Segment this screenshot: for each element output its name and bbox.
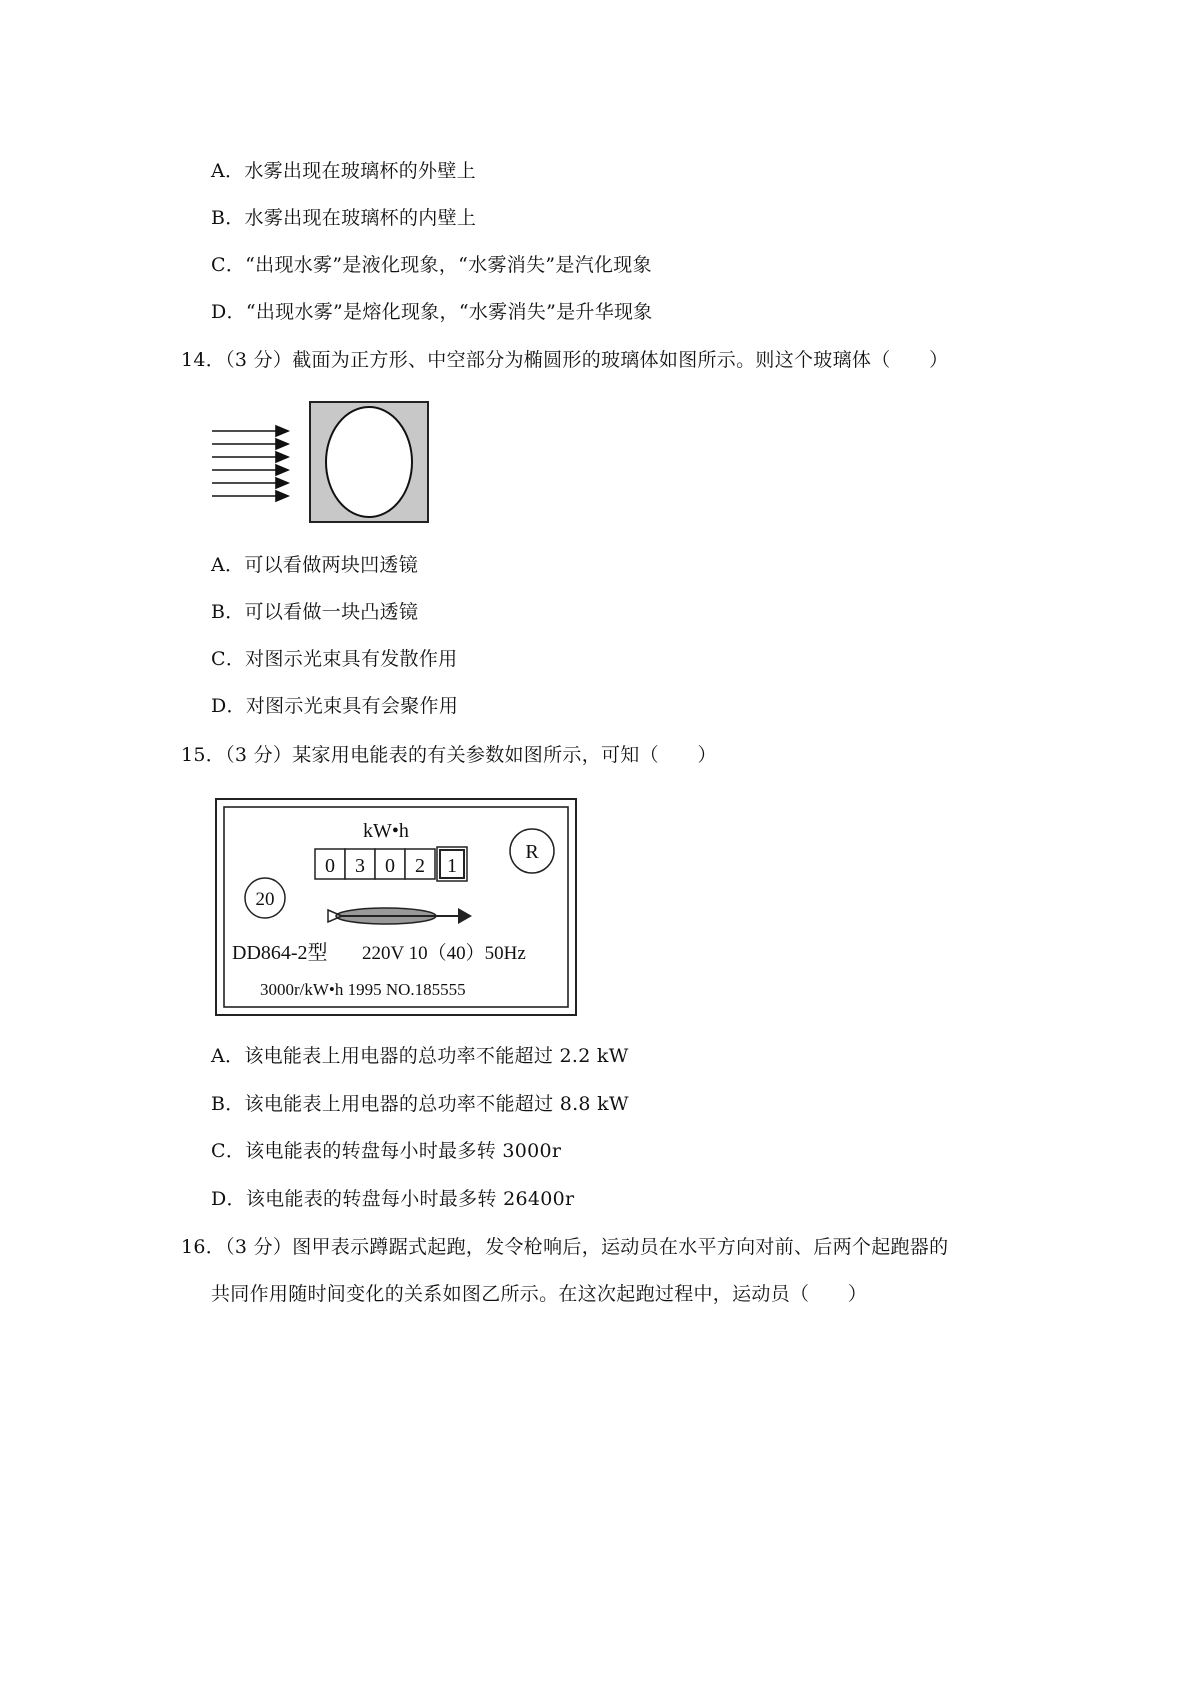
q15-option-a: A．该电能表上用电器的总功率不能超过 2.2 kW	[211, 1045, 629, 1067]
meter-spec-model: DD864-2型	[232, 942, 328, 964]
meter-digit-5: 1	[447, 855, 457, 877]
meter-unit-label: kW•h	[363, 820, 409, 842]
q14-stem: 14．（3 分）截面为正方形、中空部分为椭圆形的玻璃体如图所示。则这个玻璃体（ ）	[181, 349, 949, 371]
meter-spec-rating: 220V 10（40）50Hz	[362, 943, 526, 964]
q14-option-a: A．可以看做两块凹透镜	[211, 554, 419, 576]
q15-option-d: D．该电能表的转盘每小时最多转 26400r	[211, 1188, 575, 1210]
q14-option-c: C．对图示光束具有发散作用	[211, 648, 458, 670]
hollow-ellipse	[326, 407, 412, 517]
q14-glass-figure	[208, 398, 438, 528]
meter-digit-1: 0	[325, 855, 335, 877]
q14-option-b: B．可以看做一块凸透镜	[211, 601, 419, 623]
meter-digit-4: 2	[415, 855, 425, 877]
q15-stem: 15．（3 分）某家用电能表的有关参数如图所示，可知（ ）	[181, 744, 717, 766]
q13-option-d: D．“出现水雾”是熔化现象，“水雾消失”是升华现象	[211, 301, 653, 323]
q13-option-a: A．水雾出现在玻璃杯的外壁上	[211, 160, 476, 182]
q15-option-b: B．该电能表上用电器的总功率不能超过 8.8 kW	[211, 1093, 629, 1115]
q15-energy-meter-figure	[214, 797, 580, 1019]
q13-option-c: C．“出现水雾”是液化现象，“水雾消失”是汽化现象	[211, 254, 652, 276]
q16-stem-line-1: 16．（3 分）图甲表示蹲踞式起跑，发令枪响后，运动员在水平方向对前、后两个起跑器的	[181, 1236, 949, 1258]
q15-option-c: C．该电能表的转盘每小时最多转 3000r	[211, 1140, 562, 1162]
light-beam-arrows	[212, 426, 288, 501]
q13-option-b: B．水雾出现在玻璃杯的内壁上	[211, 207, 477, 229]
meter-spec-footer: 3000r/kW•h 1995 NO.185555	[260, 980, 466, 999]
meter-digit-window	[315, 847, 467, 881]
meter-digit-2: 3	[355, 855, 365, 877]
meter-badge-left: 20	[255, 889, 275, 910]
q14-option-d: D．对图示光束具有会聚作用	[211, 695, 459, 717]
meter-badge-right: R	[525, 841, 539, 863]
q16-stem-line-2: 共同作用随时间变化的关系如图乙所示。在这次起跑过程中，运动员（ ）	[211, 1283, 868, 1305]
meter-digit-3: 0	[385, 855, 395, 877]
